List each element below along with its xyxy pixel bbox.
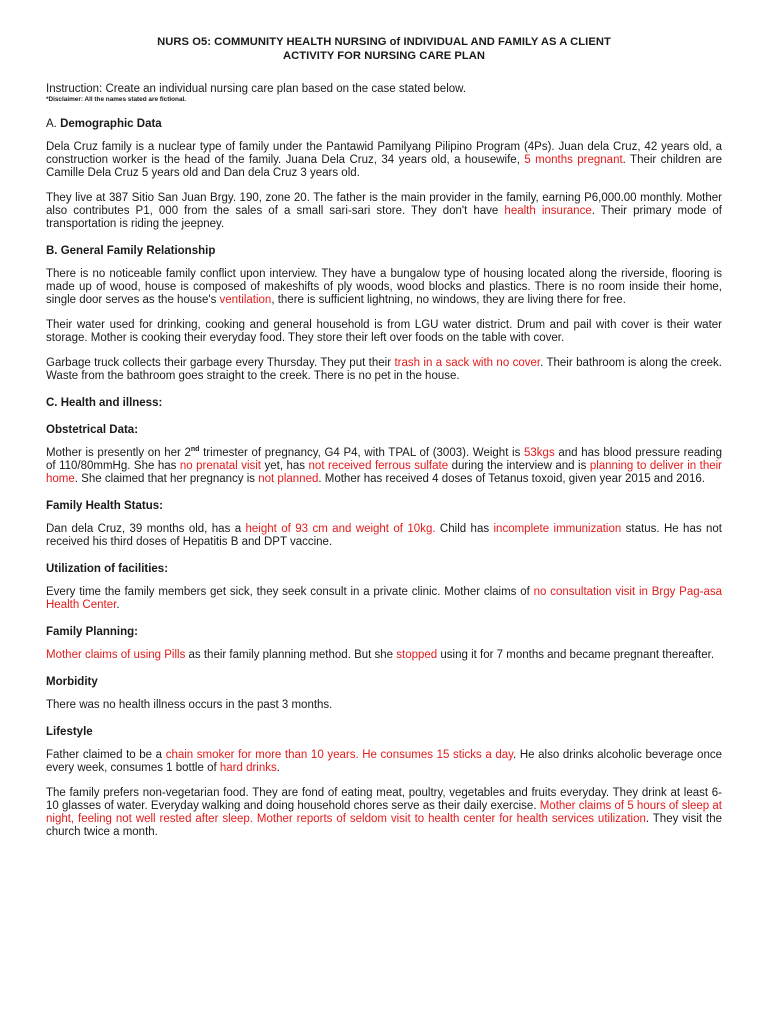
highlight-text: hard drinks <box>219 762 277 774</box>
demographic-paragraph-1 <box>46 141 722 180</box>
document-title <box>46 36 722 63</box>
family-planning-heading: Family Planning: <box>46 626 139 638</box>
text-run: yet, has <box>261 460 309 472</box>
morbidity-paragraph: There was no health illness occurs in the past 3 months. <box>46 699 333 711</box>
text-run: There is no noticeable family conflict upon interview. They have a bungalow type of housing located along the riverside, flooring is made up of wood, house is composed of makeshifts of ply woods, wood blocks and plastics. There is no room inside their home, single door serves as the house's <box>46 268 722 306</box>
highlight-text: planning to deliver in their home <box>46 460 723 485</box>
text-run: Mother is presently on her 2 <box>46 447 191 459</box>
relationship-paragraph-3 <box>46 357 722 383</box>
text-run: Child has <box>435 523 494 535</box>
section-a-letter: A. <box>46 118 57 130</box>
text-run: Dela Cruz family is a nuclear type of family under the Pantawid Pamilyang Pilipino Program (4Ps). Juan dela Cruz, 42 years old, a construction worker is the head of the family. Juana Dela Cruz, 34 years old, a housewife, <box>46 141 722 166</box>
highlight-text: health insurance <box>504 205 592 217</box>
obstetrical-heading: Obstetrical Data: <box>46 424 139 436</box>
lifestyle-paragraph-2 <box>46 787 722 839</box>
facilities-paragraph <box>46 586 722 612</box>
highlight-text: not received ferrous sulfate <box>308 460 449 472</box>
highlight-text: stopped <box>396 649 438 661</box>
text-run: Every time the family members get sick, they seek consult in a private clinic. Mother claims of <box>46 586 534 598</box>
facilities-heading: Utilization of facilities: <box>46 563 169 575</box>
highlight-text: Mother claims of 5 hours of sleep at night, feeling not well rested after sleep. Mother reports of seldom visit to health center for health services utilization <box>46 800 722 825</box>
text-run: during the interview and is <box>448 460 590 472</box>
highlight-text: no prenatal visit <box>179 460 262 472</box>
text-run: . He also drinks alcoholic beverage once every week, consumes 1 bottle of <box>46 749 722 774</box>
section-c-heading: C. Health and illness: <box>46 397 163 409</box>
highlight-text: chain smoker for more than 10 years. He consumes 15 sticks a day <box>165 749 514 761</box>
highlight-text: trash in a sack with no cover <box>394 357 541 369</box>
text-run: . They visit the church twice a month. <box>46 813 722 838</box>
text-run: Father claimed to be a <box>46 749 166 761</box>
highlight-text: not planned <box>258 473 319 485</box>
section-a-label: Demographic Data <box>60 118 162 130</box>
demographic-paragraph-2 <box>46 192 722 231</box>
text-run: . Mother has received 4 doses of Tetanus toxoid, given year 2015 and 2016. <box>318 473 705 485</box>
relationship-paragraph-2: Their water used for drinking, cooking and general household is from LGU water district. Drum and pail with cover is their water storage. Mother is cooking their everyday food. They store their left over foods on the table with cover. <box>46 319 722 344</box>
text-run: . <box>116 599 120 611</box>
highlight-text: ventilation <box>219 294 272 306</box>
disclaimer-text: *Disclaimer: All the names stated are fictional. <box>46 96 187 103</box>
text-run: . <box>276 762 280 774</box>
family-health-heading: Family Health Status: <box>46 500 163 512</box>
text-run: . Their children are Camille Dela Cruz 5 years old and Dan dela Cruz 3 years old. <box>46 154 722 179</box>
family-planning-paragraph <box>46 649 722 662</box>
ordinal-superscript: nd <box>190 446 200 454</box>
title-line-1: NURS O5: COMMUNITY HEALTH NURSING of INDIVIDUAL AND FAMILY AS A CLIENT <box>157 36 611 48</box>
highlight-text: 5 months pregnant <box>524 154 623 166</box>
highlight-text: height of 93 cm and weight of 10kg. <box>245 523 436 535</box>
lifestyle-heading: Lifestyle <box>46 726 93 738</box>
text-run: using it for 7 months and became pregnant thereafter. <box>437 649 715 661</box>
text-run: The family prefers non-vegetarian food. They are fond of eating meat, poultry, vegetables and fruits everyday. They drink at least 6-10 glasses of water. Everyday walking and doing household chores serve as their daily exercise. <box>46 787 722 812</box>
text-run: and has blood pressure reading of 110/80mmHg. She has <box>46 447 722 472</box>
obstetrical-paragraph <box>46 447 722 486</box>
text-run: . Their bathroom is along the creek. Waste from the bathroom goes straight to the creek. There is no pet in the house. <box>46 357 722 382</box>
highlight-text: 53kgs <box>524 447 555 459</box>
text-run: trimester of pregnancy, G4 P4, with TPAL of (3003). Weight is <box>199 447 525 459</box>
text-run: They live at 387 Sitio San Juan Brgy. 190, zone 20. The father is the main provider in the family, earning P6,000.00 monthly. Mother also contributes P1, 000 from the sales of a small sari-sari store. They don't have <box>46 192 722 217</box>
morbidity-heading: Morbidity <box>46 676 98 688</box>
family-health-paragraph <box>46 523 722 549</box>
title-line-2: ACTIVITY FOR NURSING CARE PLAN <box>282 49 486 62</box>
instruction-text: Instruction: Create an individual nursing care plan based on the case stated below. <box>46 83 467 95</box>
highlight-text: Mother claims of using Pills <box>46 649 186 661</box>
relationship-paragraph-1 <box>46 268 722 307</box>
text-run: . Their primary mode of transportation is riding the jeepney. <box>46 205 722 230</box>
text-run: as their family planning method. But she <box>185 649 397 661</box>
text-run: status. He has not received his third doses of Hepatitis B and DPT vaccine. <box>46 523 722 548</box>
section-b-heading: B. General Family Relationship <box>46 245 216 257</box>
text-run: Dan dela Cruz, 39 months old, has a <box>46 523 246 535</box>
section-a-heading <box>46 118 722 131</box>
highlight-text: no consultation visit in Brgy Pag-asa Health Center <box>46 586 722 611</box>
text-run: Garbage truck collects their garbage every Thursday. They put their <box>46 357 395 369</box>
text-run: , there is sufficient lightning, no windows, they are living there for free. <box>271 294 626 306</box>
text-run: . She claimed that her pregnancy is <box>74 473 259 485</box>
lifestyle-paragraph-1 <box>46 749 722 775</box>
highlight-text: incomplete immunization <box>493 523 622 535</box>
